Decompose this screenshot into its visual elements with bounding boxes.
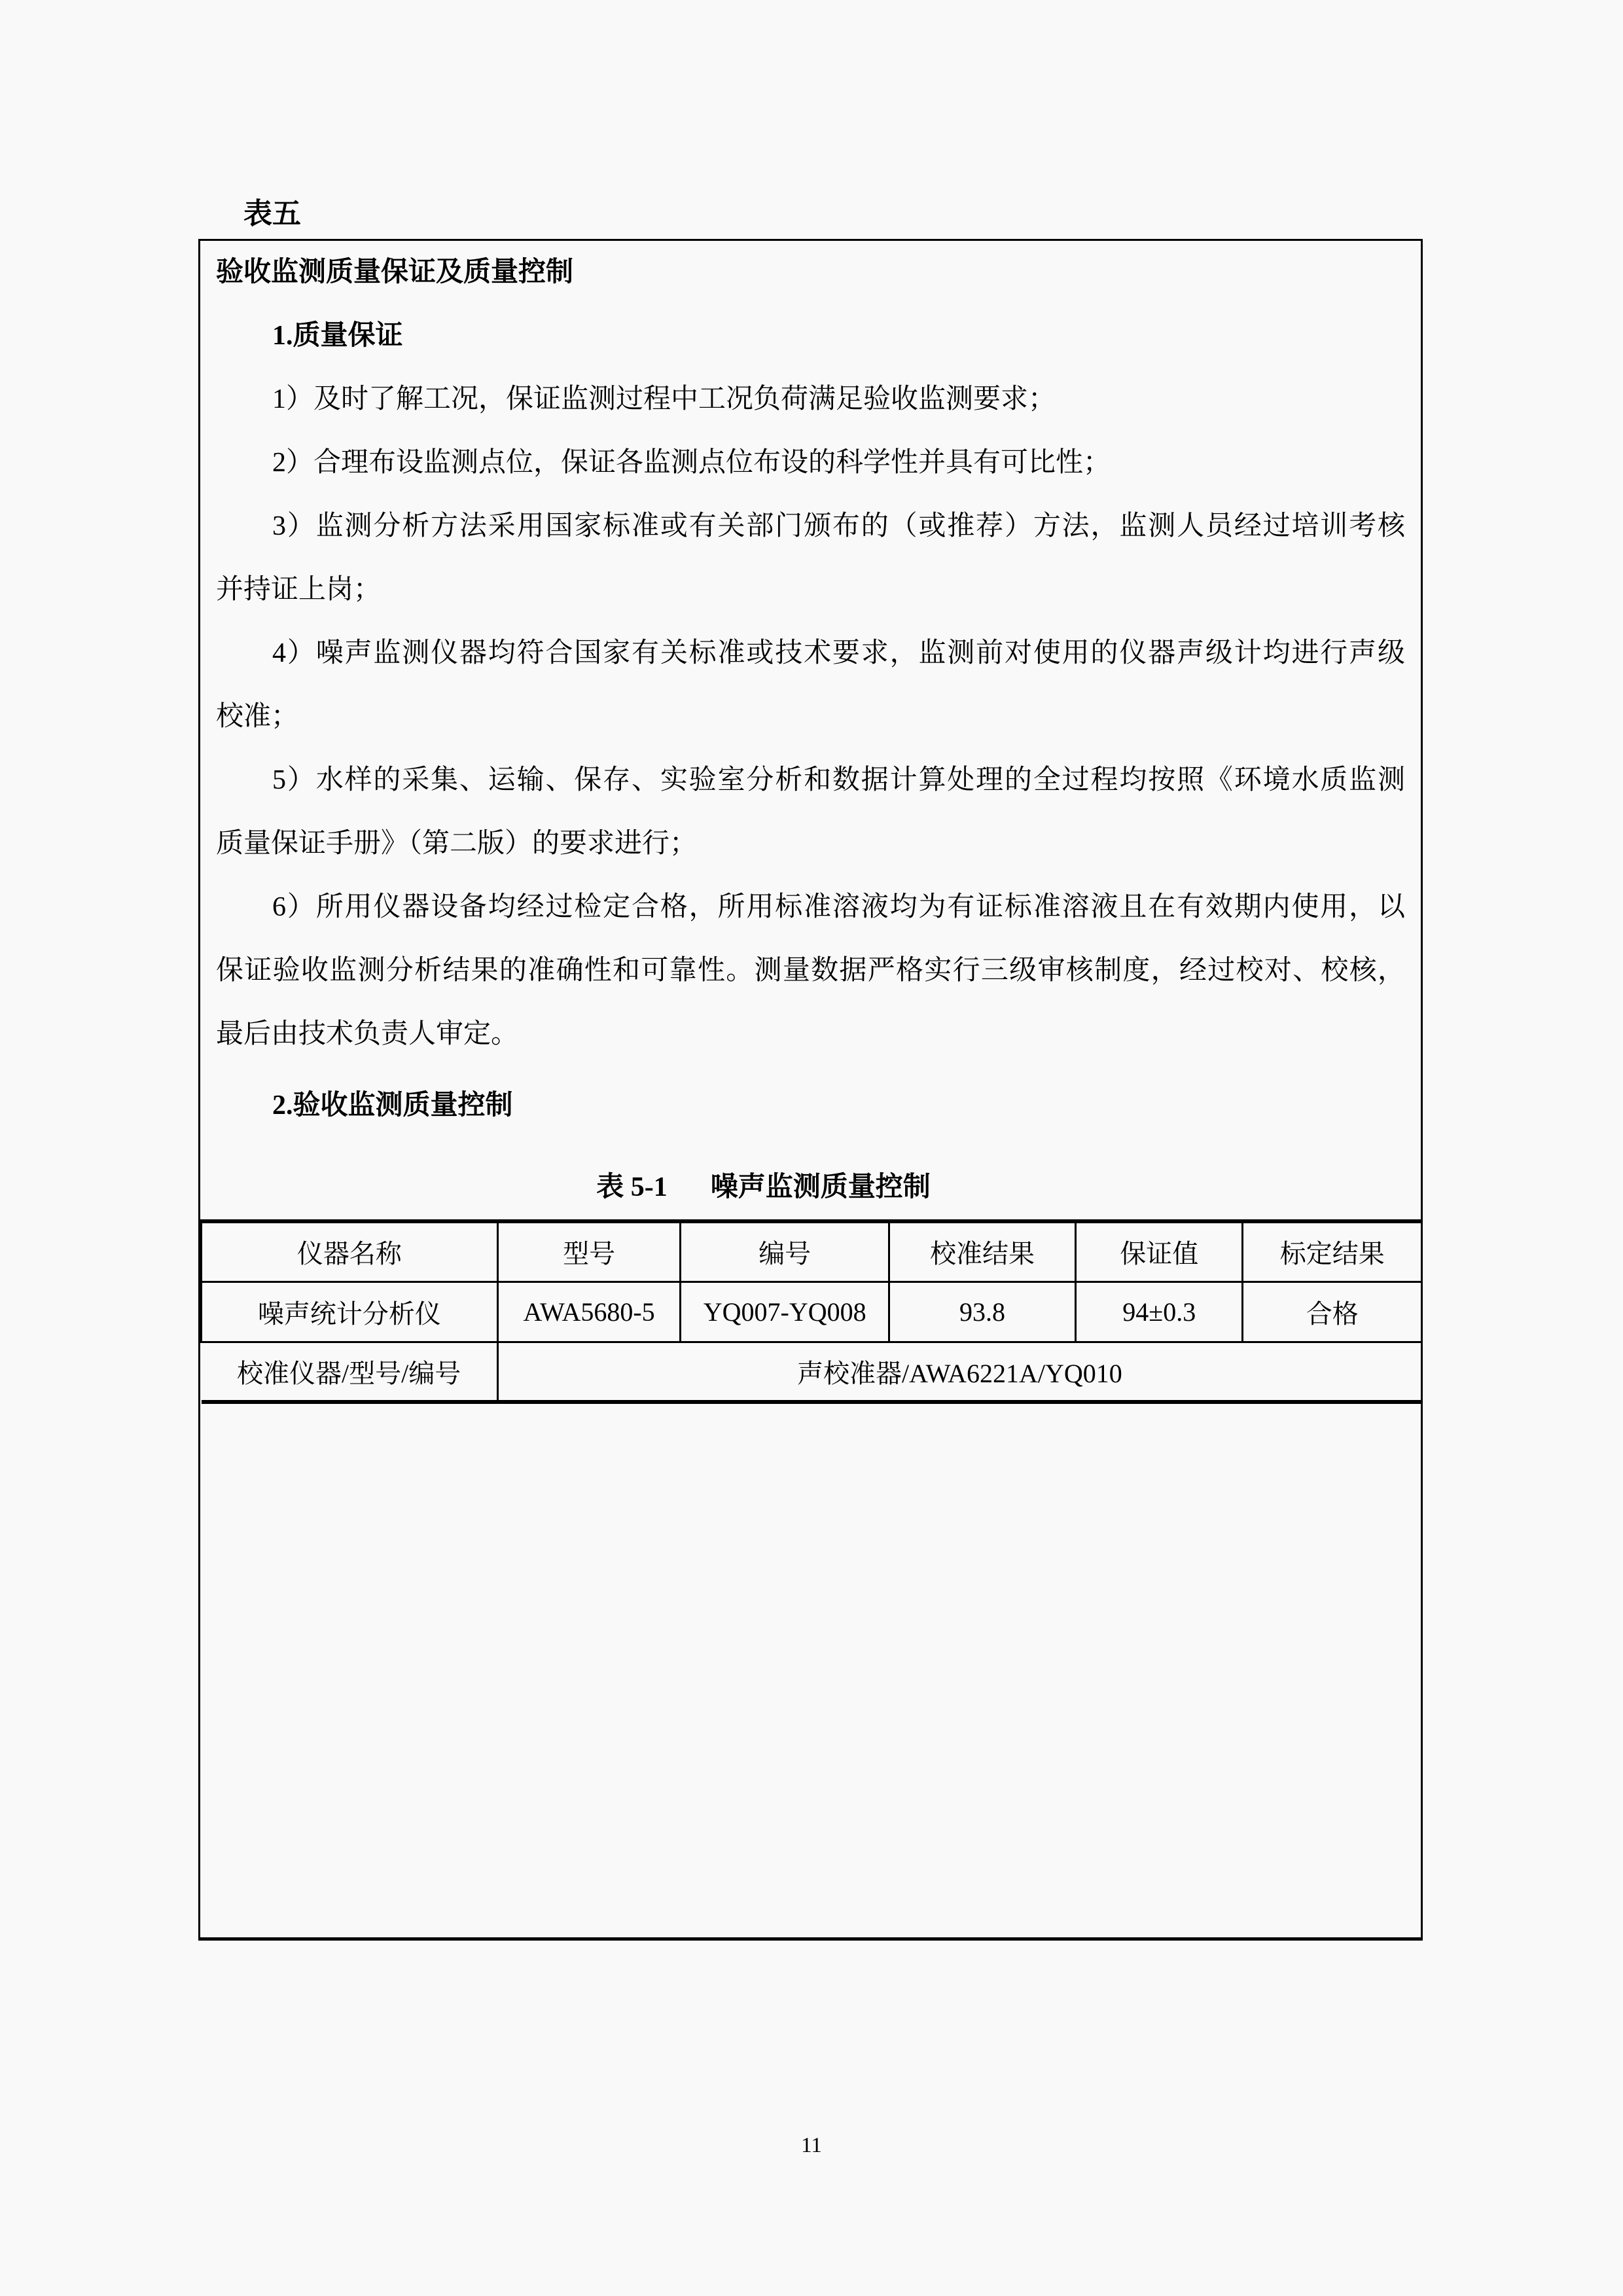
paragraph-line: 5）水样的采集、运输、保存、实验室分析和数据计算处理的全过程均按照《环境水质监测 xyxy=(272,765,1405,795)
column-header: 仪器名称 xyxy=(202,1221,498,1282)
table-caption-inner xyxy=(596,1156,931,1219)
noise-qc-table xyxy=(200,1219,1421,1404)
table-caption xyxy=(216,1156,1405,1219)
calibrator-value-cell: 声校准器/AWA6221A/YQ010 xyxy=(497,1342,1421,1402)
column-header: 保证值 xyxy=(1076,1221,1243,1282)
section-heading: 2.验收监测质量控制 xyxy=(272,1090,513,1121)
body-lines xyxy=(216,304,1405,1138)
column-header: 校准结果 xyxy=(889,1221,1076,1282)
table-caption-title: 噪声监测质量控制 xyxy=(710,1172,931,1202)
paragraph-line: 校准； xyxy=(216,702,299,732)
column-header: 编号 xyxy=(681,1221,889,1282)
table-cell: 合格 xyxy=(1243,1282,1421,1342)
table-cell: YQ007-YQ008 xyxy=(681,1282,889,1342)
table-cell: 93.8 xyxy=(889,1282,1076,1342)
column-header: 型号 xyxy=(497,1221,681,1282)
form-box xyxy=(198,239,1423,1941)
table-cell: AWA5680-5 xyxy=(497,1282,681,1342)
paragraph-line: 3）监测分析方法采用国家标准或有关部门颁布的（或推荐）方法，监测人员经过培训考核 xyxy=(272,511,1405,541)
form-box-content xyxy=(200,241,1421,1219)
table-data-row xyxy=(202,1282,1421,1342)
page-number: 11 xyxy=(801,2134,822,2157)
table-calibrator-row xyxy=(202,1342,1421,1402)
box-title: 验收监测质量保证及质量控制 xyxy=(216,257,574,287)
calibrator-label-cell: 校准仪器/型号/编号 xyxy=(202,1342,498,1402)
table-cell: 噪声统计分析仪 xyxy=(202,1282,498,1342)
paragraph-line: 1）及时了解工况，保证监测过程中工况负荷满足验收监测要求； xyxy=(272,384,1056,414)
table-caption-number: 表 5-1 xyxy=(596,1172,668,1202)
form-tag-label: 表五 xyxy=(243,198,301,230)
paragraph-line: 4）噪声监测仪器均符合国家有关标准或技术要求，监测前对使用的仪器声级计均进行声级 xyxy=(272,638,1405,668)
paragraph-line: 质量保证手册》（第二版）的要求进行； xyxy=(216,829,698,859)
paragraph-line: 6）所用仪器设备均经过检定合格，所用标准溶液均为有证标准溶液且在有效期内使用，以 xyxy=(272,892,1405,922)
column-header: 标定结果 xyxy=(1243,1221,1421,1282)
paragraph-line: 并持证上岗； xyxy=(216,575,382,605)
paragraph-line: 保证验收监测分析结果的准确性和可靠性。测量数据严格实行三级审核制度，经过校对、校核， xyxy=(216,956,1405,986)
paragraph-line: 2）合理布设监测点位，保证各监测点位布设的科学性并具有可比性； xyxy=(272,448,1111,478)
paragraph-line: 最后由技术负责人审定。 xyxy=(216,1019,519,1049)
table-cell: 94±0.3 xyxy=(1076,1282,1243,1342)
table-header-row xyxy=(202,1221,1421,1282)
section-heading: 1.质量保证 xyxy=(272,321,403,351)
